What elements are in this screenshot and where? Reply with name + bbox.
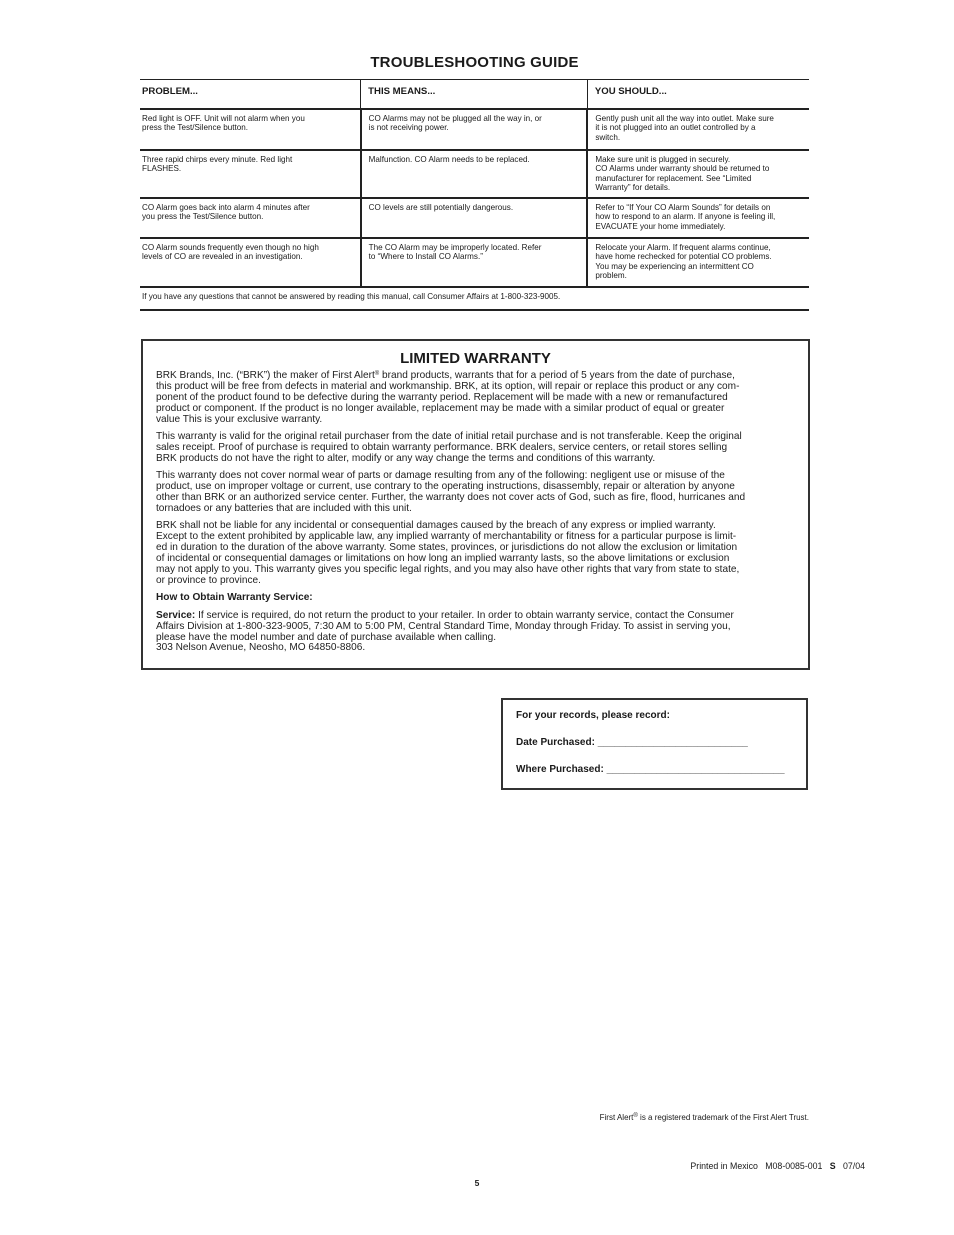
text-line: other than BRK or an authorized service center. Further, the warranty does not cover acts of God, such as fire, flood, hurricanes and: [156, 492, 746, 504]
text-line: This warranty is valid for the original retail purchaser from the date of initial retail purchase and is not transferable. Keep the original: [156, 431, 742, 443]
cell-line: CO Alarms under warranty should be returned to: [595, 164, 770, 174]
text-line: [156, 611, 801, 622]
page-number: 5: [474, 1178, 480, 1188]
problem-cell: [140, 109, 361, 150]
cell-line: You may be experiencing an intermittent CO: [595, 261, 754, 271]
text-line: tornadoes or any batteries that are included with this unit.: [156, 502, 412, 514]
cell-line: press the Test/Silence button.: [142, 123, 249, 133]
cell-line: CO Alarm sounds frequently even though no high: [142, 242, 319, 252]
cell-line: how to respond to an alarm. If anyone is feeling ill,: [595, 212, 776, 222]
should-cell: [587, 198, 809, 238]
text-line: product or component. If the product is no longer available, replacement may be made with a similar product of equal or greater: [156, 402, 725, 414]
should-cell: [587, 238, 809, 287]
text-line: value This is your exclusive warranty.: [156, 413, 323, 425]
text-span: Printed in Mexico M08-0085-001: [690, 1161, 830, 1171]
text-span: 07/04: [835, 1161, 865, 1171]
warranty-text: [156, 371, 801, 661]
cell-line: to “Where to Install CO Alarms.”: [368, 252, 483, 262]
text-line: sales receipt. Proof of purchase is required to obtain warranty performance. BRK dealers, service centers, or retail stores selling: [156, 441, 728, 453]
service-paragraph: [156, 611, 801, 655]
limited-warranty-box: [141, 339, 810, 670]
date-purchased-field: Date Purchased: ___________________________: [516, 737, 748, 748]
warranty-title: LIMITED WARRANTY: [400, 350, 551, 367]
table-row: [140, 150, 809, 198]
cell-line: The CO Alarm may be improperly located. Refer: [368, 242, 542, 252]
cell-line: EVACUATE your home immediately.: [595, 221, 726, 231]
text-line: this product will be free from defects in material and workmanship. BRK, at its option, will repair or replace this product or any com-: [156, 380, 740, 392]
header-should: YOU SHOULD...: [587, 80, 809, 109]
text-line: This warranty does not cover normal wear of parts or damage resulting from any of the following: negligent use or misuse of the: [156, 470, 725, 482]
cell-line: Three rapid chirps every minute. Red light: [142, 154, 293, 164]
text-span: First Alert: [599, 1113, 634, 1122]
cell-line: FLASHES.: [142, 164, 182, 174]
cell-line: problem.: [595, 271, 627, 281]
problem-cell: [140, 150, 361, 198]
table-row: [140, 198, 809, 238]
header-means: THIS MEANS...: [361, 80, 588, 109]
warranty-paragraph-3: [156, 471, 801, 515]
text-span: If service is required, do not return the product to your retailer. In order to obtain warranty service, contact the Consumer: [195, 609, 734, 621]
cell-line: Warranty” for details.: [595, 183, 671, 193]
text-line: ed in duration to the duration of the above warranty. Some states, provinces, or jurisdictions do not allow the exclusion or limitation: [156, 542, 738, 554]
text-line: of incidental or consequential damages or limitations on how long an implied warranty lasts, so the above limitations or exclusion: [156, 553, 730, 565]
text-line: ponent of the product found to be defective during the warranty period. Replacement will be made with a new or remanufactured: [156, 391, 728, 403]
cell-line: Red light is OFF. Unit will not alarm when you: [142, 113, 305, 123]
where-purchased-field: Where Purchased: ________________________________: [516, 764, 785, 775]
text-line: please have the model number and date of purchase available when calling.: [156, 631, 497, 643]
text-span: BRK Brands, Inc. (“BRK”) the maker of First Alert: [156, 370, 375, 381]
cell-line: Make sure unit is plugged in securely.: [595, 154, 731, 164]
registered-mark: ®: [633, 1113, 638, 1119]
revision-letter: S: [829, 1161, 836, 1171]
table-row: [140, 238, 809, 287]
problem-cell: [140, 238, 361, 287]
text-line: BRK products do not have the right to alter, modify or any way change the terms and conditions of this warranty.: [156, 452, 656, 464]
warranty-paragraph-1: [156, 371, 801, 426]
registered-mark: ®: [374, 371, 380, 377]
cell-line: switch.: [595, 132, 621, 142]
text-line: Except to the extent prohibited by applicable law, any implied warranty of merchantability or fitness for a particular purpose is limit-: [156, 531, 737, 543]
should-cell: [587, 150, 809, 198]
text-line: may not apply to you. This warranty gives you specific legal rights, and you may also have other rights that vary from state to state,: [156, 564, 740, 575]
print-info: [690, 1161, 865, 1171]
table-header-row: [140, 80, 809, 109]
text-line: Affairs Division at 1-800-323-9005, 7:30 AM to 5:00 PM, Central Standard Time, Monday through Friday. To assist in serving you,: [156, 620, 731, 632]
address-line: 303 Nelson Avenue, Neosho, MO 64850-8806.: [156, 642, 366, 654]
troubleshooting-table: [140, 79, 809, 311]
warranty-paragraph-4: [156, 521, 801, 586]
cell-line: Relocate your Alarm. If frequent alarms continue,: [595, 242, 771, 252]
cell-line: Gently push unit all the way into outlet. Make sure: [595, 113, 774, 123]
cell-line: is not receiving power.: [368, 123, 449, 133]
consumer-affairs-note: If you have any questions that cannot be answered by reading this manual, call Consumer Affairs at 1-800-323-9005.: [140, 287, 809, 310]
cell-line: CO Alarms may not be plugged all the way in, or: [368, 113, 542, 123]
text-line: BRK shall not be liable for any incidental or consequential damages caused by the breach of any express or implied warranty.: [156, 520, 716, 532]
problem-cell: [140, 198, 361, 238]
cell-line: you press the Test/Silence button.: [142, 212, 264, 222]
warranty-paragraph-2: [156, 432, 801, 465]
cell-line: Refer to “If Your CO Alarm Sounds” for details on: [595, 202, 771, 212]
cell-line: levels of CO are revealed in an investigation.: [142, 252, 303, 262]
troubleshooting-title: TROUBLESHOOTING GUIDE: [370, 54, 579, 71]
records-heading: For your records, please record:: [516, 710, 670, 721]
text-span: brand products, warrants that for a period of 5 years from the date of purchase,: [379, 370, 735, 381]
table-row: [140, 109, 809, 150]
means-cell: [361, 198, 588, 238]
records-box: [501, 698, 808, 790]
text-line: product, use on improper voltage or current, use contrary to the operating instructions, disassembly, repair or alteration by anyone: [156, 481, 735, 493]
cell-line: CO levels are still potentially dangerous.: [368, 202, 514, 212]
means-cell: [361, 109, 588, 150]
cell-line: CO Alarm goes back into alarm 4 minutes after: [142, 202, 310, 212]
cell-line: it is not plugged into an outlet controlled by a: [595, 123, 756, 133]
service-label: Service:: [156, 609, 196, 621]
table-footer-row: [140, 287, 809, 310]
header-problem: PROBLEM...: [140, 80, 361, 109]
text-span: is a registered trademark of the First Alert Trust.: [637, 1113, 809, 1122]
means-cell: [361, 238, 588, 287]
trademark-notice: [600, 1113, 809, 1122]
should-cell: [587, 109, 809, 150]
cell-line: Malfunction. CO Alarm needs to be replaced.: [368, 154, 530, 164]
how-to-obtain-heading: How to Obtain Warranty Service:: [156, 592, 313, 604]
cell-line: have home rechecked for potential CO problems.: [595, 252, 772, 262]
cell-line: manufacturer for replacement. See “Limited: [595, 173, 752, 183]
means-cell: [361, 150, 588, 198]
text-line: or province to province.: [156, 574, 261, 586]
